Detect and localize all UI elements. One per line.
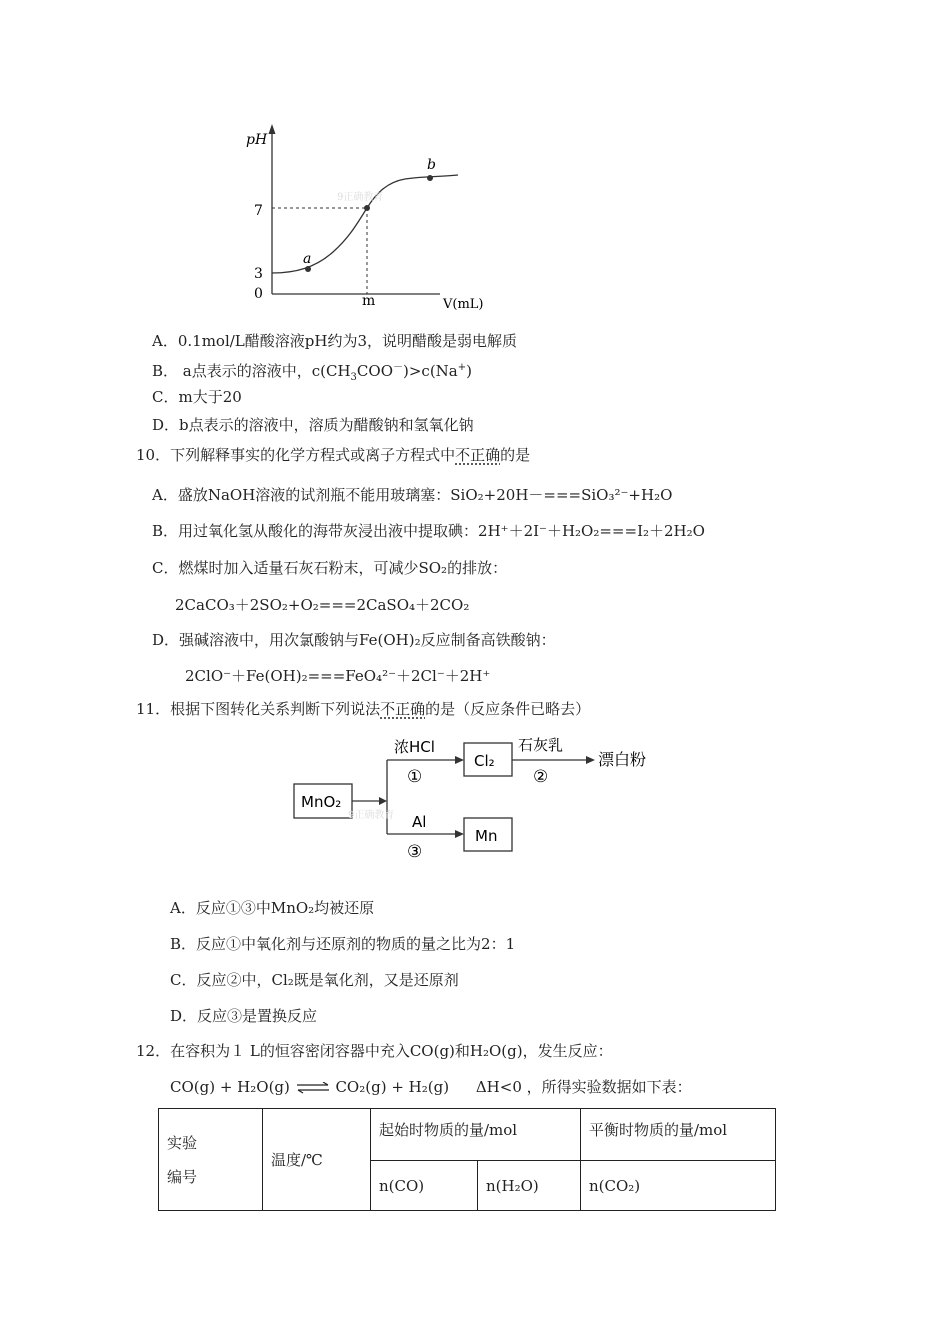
q10-stem-pre: 10．下列解释事实的化学方程式或离子方程式中 xyxy=(136,446,456,464)
q11-stem xyxy=(136,698,590,719)
y-tick-0: 0 xyxy=(254,286,263,302)
cl2-label: Cl₂ xyxy=(474,752,495,770)
bleaching-powder-label: 漂白粉 xyxy=(598,750,647,769)
q9-option-b-sup: － xyxy=(393,362,403,373)
q12-eq-products: CO₂(g) + H₂(g) xyxy=(335,1078,450,1096)
ph-titration-graph xyxy=(240,122,500,317)
q11-option-b: B．反应①中氧化剂与还原剂的物质的量之比为2：1 xyxy=(170,935,516,953)
q10-option-d: D．强碱溶液中，用次氯酸钠与Fe(OH)₂反应制备高铁酸钠： xyxy=(152,631,556,649)
header-initial-amount: 起始时物质的量/mol xyxy=(371,1109,581,1161)
q12-eq-reactants: CO(g) + H₂O(g) xyxy=(170,1078,290,1096)
q10-stem-post: 的是 xyxy=(500,446,531,464)
upper-arrow-head-icon xyxy=(455,756,464,764)
q9-option-a: A．0.1mol/L醋酸溶液pH约为3，说明醋酸是弱电解质 xyxy=(152,332,517,350)
q9-option-b-part3: )>c(Na xyxy=(403,362,458,380)
q9-option-b-part2: COO xyxy=(356,362,393,380)
point-b-marker xyxy=(427,175,433,181)
mno2-arrow-head-icon xyxy=(379,797,387,805)
diagram-watermark: 9正确教育 xyxy=(348,810,395,821)
table-header-row xyxy=(159,1109,776,1161)
q11-option-a: A．反应①③中MnO₂均被还原 xyxy=(170,899,375,917)
q12-stem: 12．在容积为１ L的恒容密闭容器中充入CO(g)和H₂O(g)，发生反应： xyxy=(136,1042,613,1060)
mno2-label: MnO₂ xyxy=(301,793,342,811)
subheader-n-co: n(CO) xyxy=(371,1161,478,1211)
reaction-3-label: ③ xyxy=(407,842,423,862)
y-axis-label: pH xyxy=(246,132,268,148)
q10-option-b: B．用过氧化氢从酸化的海带灰浸出液中提取碘：2H⁺＋2I⁻＋H₂O₂===I₂＋2H₂O xyxy=(152,522,705,540)
reaction-2-label: ② xyxy=(533,767,549,787)
graph-watermark: 9正确教育 xyxy=(337,192,384,203)
q10-option-d-equation: 2ClO⁻＋Fe(OH)₂===FeO₄²⁻＋2Cl⁻＋2H⁺ xyxy=(185,667,491,685)
subheader-n-h2o: n(H₂O) xyxy=(478,1161,581,1211)
q11-option-c: C．反应②中，Cl₂既是氧化剂，又是还原剂 xyxy=(170,971,459,989)
q11-stem-pre: 11．根据下图转化关系判断下列说法 xyxy=(136,700,381,718)
x-axis-label: V(mL) xyxy=(443,297,484,312)
reaction-1-label: ① xyxy=(407,767,423,787)
q9-option-d: D．b点表示的溶液中，溶质为醋酸钠和氢氧化钠 xyxy=(152,416,474,434)
q9-option-c: C．m大于20 xyxy=(152,388,242,406)
q10-stem-emphasis: 不正确 xyxy=(455,446,501,464)
mn-label: Mn xyxy=(475,827,498,845)
conc-hcl-label: 浓HCl xyxy=(394,738,435,756)
reaction-flow-diagram xyxy=(290,730,670,865)
q10-option-c-equation: 2CaCO₃＋2SO₂+O₂===2CaSO₄＋2CO₂ xyxy=(175,596,470,614)
experiment-data-table xyxy=(158,1108,776,1211)
q10-option-a: A．盛放NaOH溶液的试剂瓶不能用玻璃塞：SiO₂+20H－===SiO₃²⁻+H₂O xyxy=(152,486,673,504)
header-experiment-line2: 编号 xyxy=(167,1167,198,1186)
q9-option-b-part4: ) xyxy=(466,362,472,380)
q12-equation xyxy=(170,1076,692,1097)
q9-option-b-part1: B． a点表示的溶液中，c(CH xyxy=(152,362,351,380)
y-tick-7: 7 xyxy=(254,203,263,219)
lower-arrow-head-icon xyxy=(455,830,464,838)
point-b-label: b xyxy=(427,157,436,173)
equilibrium-arrow-icon xyxy=(296,1082,330,1094)
right-arrow-head-icon xyxy=(586,756,595,764)
header-experiment-line1: 实验 xyxy=(167,1133,198,1152)
q9-option-b xyxy=(152,358,472,383)
q11-option-d: D．反应③是置换反应 xyxy=(170,1007,318,1025)
y-axis-arrow-icon xyxy=(269,124,276,134)
q10-stem xyxy=(136,444,530,465)
x-tick-m: m xyxy=(362,293,376,309)
header-experiment-number xyxy=(159,1109,263,1211)
q9-option-b-sup2: + xyxy=(457,362,467,373)
point-a-label: a xyxy=(303,251,312,267)
q11-stem-emphasis: 不正确 xyxy=(380,700,426,718)
q11-stem-post: 的是（反应条件已略去） xyxy=(425,700,591,718)
lime-milk-label: 石灰乳 xyxy=(518,736,564,754)
q9-option-b-sub: 3 xyxy=(350,372,357,383)
al-label: Al xyxy=(412,813,427,831)
equivalence-point-marker xyxy=(364,205,370,211)
subheader-n-co2: n(CO₂) xyxy=(581,1161,776,1211)
q10-option-c: C．燃煤时加入适量石灰石粉末，可减少SO₂的排放： xyxy=(152,559,508,577)
header-equilibrium-amount: 平衡时物质的量/mol xyxy=(581,1109,776,1161)
y-tick-3: 3 xyxy=(254,266,263,282)
header-temperature: 温度/℃ xyxy=(263,1109,371,1211)
q12-eq-tail: ΔH<0 ，所得实验数据如下表： xyxy=(475,1078,692,1096)
titration-curve xyxy=(272,175,458,273)
